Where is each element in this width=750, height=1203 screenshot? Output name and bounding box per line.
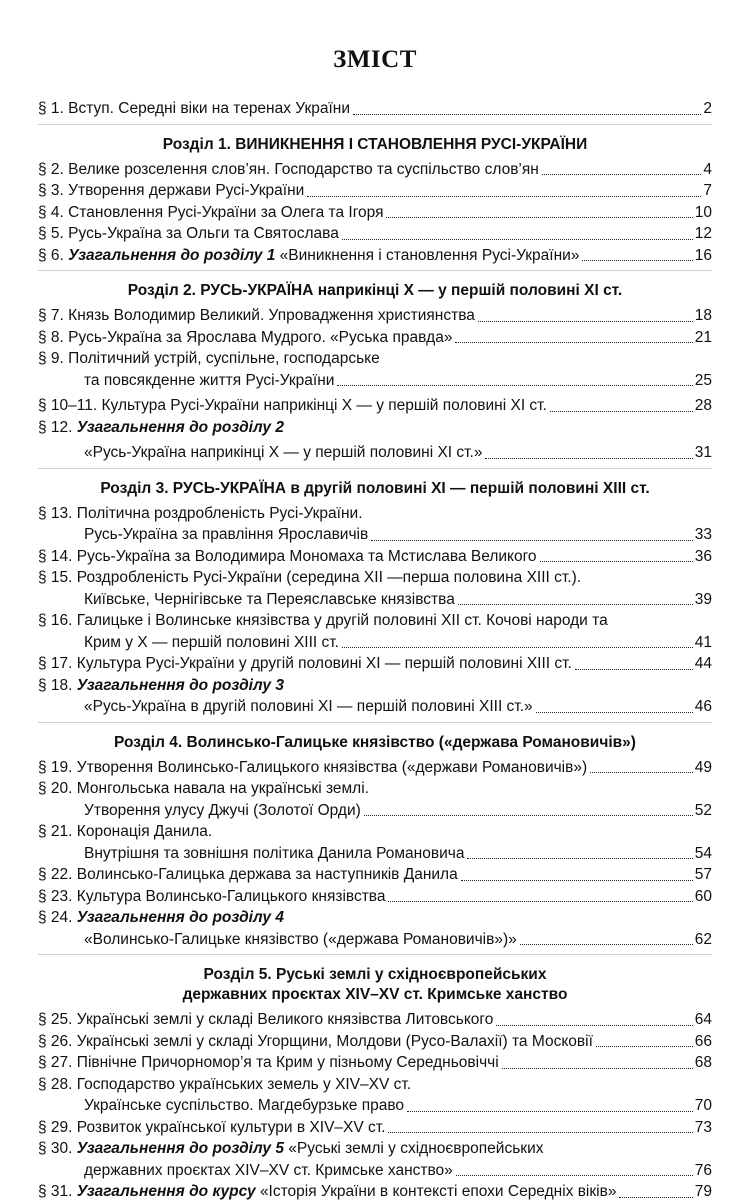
entry-text: Українське суспільство. Магдебурзьке право [84,1097,405,1114]
page-number: 4 [703,160,712,178]
toc-entry[interactable] [38,907,712,950]
toc-entry[interactable] [38,653,712,675]
para-number: § 28. [38,1075,73,1093]
summary-label: Узагальнення до розділу 5 [76,1140,284,1157]
para-number: § 16. [38,612,73,629]
dot-leader [353,114,701,115]
para-number: § 20. [38,780,73,797]
page-number: 49 [694,758,712,776]
entry-text: Політична роздробленість Русі-України. [76,504,363,522]
entry-text: Князь Володимир Великий. Упровадження християнства [68,307,475,324]
dot-leader [388,1132,692,1133]
page-number: 41 [694,633,712,651]
para-number: § 25. [38,1011,73,1028]
page-number: 73 [694,1118,712,1136]
page-number: 21 [694,328,712,346]
para-number: § 13. [38,504,73,522]
para-number: § 18. [38,676,73,694]
para-number: § 3. [38,182,64,199]
entry-text: Коронація Данила. [76,823,213,840]
entry-text: «Історія України в контексті епохи Середніх віків» [259,1183,617,1200]
entry-text: Господарство українських земель у XIV–XV ст. [76,1075,412,1093]
page-number: 25 [694,371,712,389]
section-heading [38,477,712,499]
entry-text: Становлення Русі-України за Олега та Ігоря [68,203,384,221]
entry-text: Крим у X — першій половині XIII ст. [84,633,339,651]
toc-entry[interactable] [38,757,712,779]
section-divider [38,270,712,271]
entry-text: «Русь-Україна в другій половині XI — першій половині XIII ст.» [84,698,533,715]
dot-leader [590,772,693,773]
section-divider [38,468,712,469]
toc-entry[interactable] [38,886,712,908]
para-number: § 5. [38,225,64,242]
dot-leader [386,217,692,218]
entry-text: державних проєктах XIV–XV ст. Кримське ханство» [84,1161,453,1179]
dot-leader [458,604,693,605]
dot-leader [407,1111,693,1112]
page-number: 79 [694,1183,712,1200]
toc-entry[interactable] [38,159,712,181]
page-number: 36 [694,547,712,565]
entry-text: «Руські землі у східноєвропейських [288,1140,544,1157]
toc-entry[interactable] [38,223,712,245]
summary-label: Узагальнення до розділу 3 [76,676,284,694]
toc-entry[interactable] [38,503,712,546]
para-number: § 24. [38,909,73,926]
entry-text: Русь-Україна за Володимира Мономаха та Мстислава Великого [76,547,537,565]
section-heading-line: Розділ 4. Волинсько-Галицьке князівство («держава Романовичів») [114,733,636,751]
toc-entry[interactable] [38,778,712,821]
page-number: 60 [694,887,712,905]
entry-text: Утворення Волинсько-Галицького князівства («держави Романовичів») [76,758,588,776]
para-number: § 27. [38,1054,73,1071]
toc-title: ЗМІСТ [333,46,417,73]
para-number: § 22. [38,866,73,883]
section-heading [38,279,712,301]
section-heading-line: державних проєктах XIV–XV ст. Кримське ханство [182,986,568,1003]
summary-label: Узагальнення до курсу [76,1183,256,1200]
toc-entry[interactable] [38,567,712,610]
para-number: § 8. [38,328,64,346]
toc-entry[interactable] [38,864,712,886]
entry-text: Внутрішня та зовнішня політика Данила Романовича [84,844,465,862]
para-number: § 14. [38,547,73,565]
entry-text: Культура Русі-України наприкінці X — у першій половині XI ст. [101,397,547,414]
para-number: § 17. [38,655,73,672]
para-number: § 1. [38,100,64,117]
page-number: 62 [694,930,712,948]
page-number: 18 [694,307,712,324]
page-number: 70 [694,1097,712,1114]
toc-entry[interactable] [38,1117,712,1139]
toc-entry[interactable] [38,348,712,391]
page-number: 68 [694,1054,712,1071]
para-number: § 4. [38,203,64,221]
entry-text: Розвиток української культури в XIV–XV ст. [76,1118,386,1136]
page-number: 12 [694,225,712,242]
entry-text: «Виникнення і становлення Русі-України» [279,246,580,264]
dot-leader [478,321,693,322]
entry-text: «Русь-Україна наприкінці X — у першій половині XI ст.» [84,444,483,461]
dot-leader [371,540,693,541]
section-heading [38,963,712,1005]
toc-sections [38,124,712,1203]
toc-entry[interactable] [38,610,712,653]
entry-text: Роздробленість Русі-України (середина XII —перша половина XIII ст.). [76,569,582,586]
entry-text: Велике розселення слов’ян. Господарство та суспільство слов’ян [68,160,539,178]
page-number: 66 [694,1032,712,1050]
para-number: § 9. [38,350,64,367]
para-number: § 26. [38,1032,73,1050]
toc-entry[interactable] [38,245,712,267]
dot-leader [542,174,702,175]
toc-entry[interactable] [38,202,712,224]
para-number: § 31. [38,1183,73,1200]
entry-text: Монгольська навала на українські землі. [76,780,369,797]
page-number: 31 [694,444,712,461]
dot-leader [364,815,693,816]
toc-entry[interactable] [38,98,712,120]
dot-leader [575,669,693,670]
toc-entry[interactable] [38,675,712,718]
entry-text: Київське, Чернігівське та Переяславське князівства [84,590,455,608]
entry-text: Культура Русі-України у другій половині XI — першій половині XIII ст. [76,655,572,672]
dot-leader [550,411,693,412]
entry-text: Утворення держави Русі-України [68,182,305,199]
section-heading-line: Розділ 3. РУСЬ-УКРАЇНА в другій половині XI — першій половині XIII ст. [100,479,650,497]
toc-entry[interactable] [38,395,712,417]
page-number: 52 [694,801,712,819]
page-number: 2 [703,100,712,117]
section-heading-line: Розділ 5. Руські землі у східноєвропейських [203,966,547,983]
page-number: 39 [694,590,712,608]
toc-entry[interactable] [38,1052,712,1074]
section-heading-line: Розділ 1. ВИНИКНЕННЯ І СТАНОВЛЕННЯ РУСІ-УКРАЇНИ [162,135,588,153]
toc-entry[interactable] [38,1074,712,1117]
para-number: § 2. [38,160,64,178]
entry-text: Північне Причорномор’я та Крим у пізньому Середньовіччі [76,1054,499,1071]
toc-entry[interactable] [38,327,712,349]
entry-text: Українські землі у складі Угорщини, Молдови (Русо-Валахії) та Московії [76,1032,593,1050]
toc-entry[interactable] [38,1138,712,1181]
para-number: § 6. [38,246,64,264]
dot-leader [496,1025,692,1026]
dot-leader [619,1197,692,1198]
summary-label: Узагальнення до розділу 2 [76,418,284,436]
dot-leader [502,1068,693,1069]
page-number: 46 [694,698,712,715]
entry-text: Русь-Україна за Ярослава Мудрого. «Руська правда» [68,328,453,346]
entry-text: Культура Волинсько-Галицького князівства [76,887,386,905]
page-number: 7 [703,182,712,199]
page-number: 64 [694,1011,712,1028]
para-number: § 30. [38,1140,73,1157]
page-number: 57 [694,866,712,883]
toc-entry[interactable] [38,1181,712,1203]
entry-text: Галицьке і Волинське князівства у другій половині XII ст. Кочові народи та [76,612,608,629]
entry-text: Русь-Україна за Ольги та Святослава [68,225,339,242]
dot-leader [540,561,693,562]
entry-text: Русь-Україна за правління Ярославичів [84,526,369,543]
para-number: § 23. [38,887,73,905]
dot-leader [582,260,692,261]
entry-text: Політичний устрій, суспільне, господарське [68,350,380,367]
dot-leader [337,385,692,386]
entry-text: Вступ. Середні віки на теренах України [68,100,350,117]
section-divider [38,124,712,125]
summary-label: Узагальнення до розділу 4 [76,909,284,926]
para-number: § 21. [38,823,73,840]
entry-text: Утворення улусу Джучі (Золотої Орди) [84,801,361,819]
section-divider [38,954,712,955]
para-number: § 12. [38,418,73,436]
para-number: § 7. [38,307,64,324]
dot-leader [388,901,692,902]
summary-label: Узагальнення до розділу 1 [68,246,276,264]
page-number: 10 [694,203,712,221]
para-number: § 19. [38,758,73,776]
dot-leader [342,239,693,240]
page-number: 54 [694,844,712,862]
dot-leader [467,858,692,859]
page-number: 76 [694,1161,712,1179]
page-number: 16 [694,246,712,264]
entry-text: та повсякденне життя Русі-України [84,371,335,389]
page-number: 33 [694,526,712,543]
dot-leader [342,647,693,648]
dot-leader [485,458,692,459]
dot-leader [596,1046,693,1047]
toc-entry[interactable] [38,821,712,864]
para-number: § 15. [38,569,73,586]
section-heading [38,731,712,753]
toc-entry[interactable] [38,546,712,568]
section-divider [38,722,712,723]
page-number: 44 [694,655,712,672]
entry-text: Українські землі у складі Великого князівства Литовського [76,1011,494,1028]
para-number: § 10–11. [38,397,98,414]
dot-leader [307,196,701,197]
toc-entry[interactable] [38,305,712,327]
entry-text: «Волинсько-Галицьке князівство («держава Романовичів»)» [84,930,517,948]
toc-entry[interactable] [38,180,712,202]
page-number: 28 [694,397,712,414]
dot-leader [536,712,693,713]
dot-leader [461,880,693,881]
section-heading-line: Розділ 2. РУСЬ-УКРАЇНА наприкінці X — у першій половині XI ст. [127,282,623,299]
para-number: § 29. [38,1118,73,1136]
toc-entry[interactable] [38,1009,712,1031]
dot-leader [520,944,693,945]
dot-leader [456,1175,693,1176]
dot-leader [455,342,692,343]
section-heading [38,133,712,155]
toc-entry[interactable] [38,1031,712,1053]
toc-entry[interactable] [38,417,712,464]
entry-text: Волинсько-Галицька держава за наступників Данила [76,866,458,883]
